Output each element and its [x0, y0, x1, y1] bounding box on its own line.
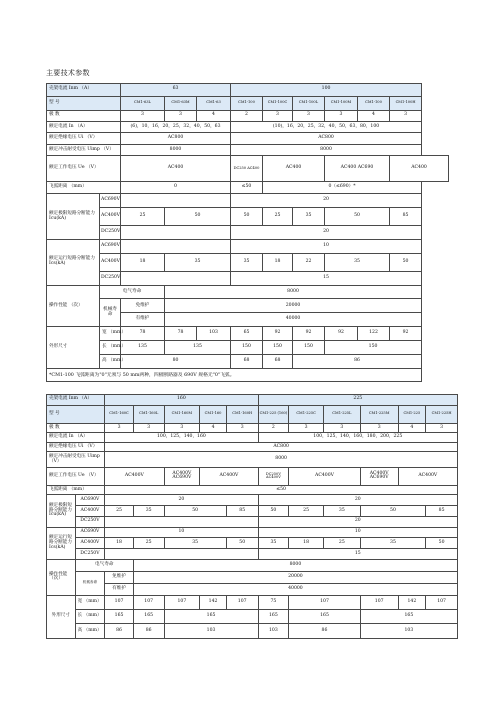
- model-cell: CM1-100: [231, 96, 263, 110]
- inm-160: 160: [105, 395, 258, 406]
- dim-cell: 142: [398, 595, 426, 609]
- ics-cell: 10: [231, 239, 422, 253]
- dim-cell: 107: [105, 595, 134, 609]
- dim-cell: 80: [121, 355, 231, 369]
- ui-value: AC800: [105, 442, 458, 452]
- maint-label: 有维护: [121, 313, 165, 327]
- dim-cell: 165: [360, 610, 457, 624]
- mech-life-label: 机械寿命: [75, 571, 105, 595]
- voltage-cell: AC690V: [75, 527, 105, 538]
- ue-cell: DC250 AC400: [231, 156, 263, 181]
- icu-label: 额定极限短路分断能力 Icu(kA): [47, 194, 100, 240]
- uimp-value: 8000: [105, 452, 458, 468]
- icu-cell: 25: [289, 506, 324, 517]
- icu-cell: 25: [263, 208, 293, 226]
- ue-label: 额定工作电压 Ue （V）: [47, 156, 121, 181]
- poles-label: 极 数: [47, 423, 105, 433]
- dim-cell: 92: [325, 327, 358, 341]
- dim-cell: 165: [289, 610, 361, 624]
- dim-cell: 86: [105, 624, 134, 639]
- model-cell: CM1-100C: [263, 96, 293, 110]
- dim-cell: 68: [263, 355, 293, 369]
- dim-cell: 135: [121, 341, 165, 355]
- ics-cell: 25: [133, 538, 164, 549]
- ics-cell: 10: [105, 527, 258, 538]
- voltage-cell: DC250V: [75, 549, 105, 560]
- icu-cell: 35: [133, 506, 164, 517]
- icu-cell: 50: [231, 208, 263, 226]
- dim-height-label: 高 （mm）: [75, 624, 105, 639]
- model-cell: CM1-100: [358, 96, 390, 110]
- ics-cell: [121, 271, 231, 285]
- poles-cell: 3: [323, 423, 360, 433]
- ics-cell: 35: [258, 538, 289, 549]
- poles-cell: 3: [426, 423, 458, 433]
- inm-label: 壳架电流 Inm （A）: [47, 84, 121, 97]
- dim-cell: 107: [360, 595, 398, 609]
- icu-cell: 20: [258, 516, 457, 527]
- ics-cell: 22: [293, 253, 325, 271]
- dim-label: 外形尺寸: [47, 327, 100, 369]
- page-title: 主要技术参数: [46, 69, 90, 77]
- ics-cell: [121, 239, 231, 253]
- maint-value: 40000: [133, 583, 457, 595]
- icu-cell: 25: [105, 506, 134, 517]
- dim-cell: 92: [390, 327, 422, 341]
- ui-63: AC800: [121, 133, 231, 144]
- dim-cell: 165: [164, 610, 258, 624]
- ics-cell: 10: [258, 527, 457, 538]
- dim-cell: 86: [289, 624, 361, 639]
- dim-cell: 107: [426, 595, 458, 609]
- poles-cell: 4: [200, 423, 227, 433]
- dim-cell: 150: [263, 341, 293, 355]
- ue-cell: AC400: [390, 156, 449, 181]
- icu-cell: 35: [323, 506, 360, 517]
- ics-cell: 18: [121, 253, 165, 271]
- model-cell: CM1-160L: [133, 405, 164, 423]
- elec-life-value: 8000: [165, 285, 422, 299]
- ics-cell: 35: [325, 253, 390, 271]
- arc-cell: 0: [121, 181, 231, 194]
- poles-cell: 4: [358, 110, 390, 121]
- icu-cell: [121, 225, 231, 239]
- dim-cell: 86: [133, 624, 164, 639]
- in-225: 100，125，140，160，180，200，225: [258, 433, 457, 443]
- ics-cell: [105, 549, 258, 560]
- poles-cell: 2: [231, 110, 263, 121]
- dim-cell: 150: [325, 341, 422, 355]
- icu-cell: 35: [293, 208, 325, 226]
- icu-cell: 85: [226, 506, 258, 517]
- dim-width-label: 宽 （mm）: [100, 327, 121, 341]
- voltage-cell: AC400V: [100, 208, 121, 226]
- ue-label: 额定工作电压 Ue （V）: [47, 467, 105, 485]
- inm-225: 225: [258, 395, 457, 406]
- in-label: 额定电流 In （A）: [47, 122, 121, 133]
- icu-cell: 50: [325, 208, 390, 226]
- poles-cell: 2: [258, 423, 289, 433]
- voltage-cell: DC250V: [100, 225, 121, 239]
- model-cell: CM1-225L: [323, 405, 360, 423]
- poles-label: 极 数: [47, 110, 121, 121]
- dim-cell: 92: [263, 327, 293, 341]
- dim-height-label: 高 （mm）: [100, 355, 121, 369]
- ue-cell: AC400 AC690: [325, 156, 390, 181]
- mech-life-label: 机械寿命: [100, 299, 121, 327]
- model-label: 型 号: [47, 405, 105, 423]
- ue-cell: AC400V: [200, 467, 258, 485]
- ue-cell: AC400: [121, 156, 231, 181]
- icu-cell: 50: [164, 506, 226, 517]
- dim-cell: 75: [258, 595, 289, 609]
- arc-cell: 0（≤690）*: [263, 181, 422, 194]
- spec-table-63-100: [46, 83, 449, 382]
- model-label: 型 号: [47, 96, 121, 110]
- model-cell: CM1-160C: [105, 405, 134, 423]
- footnote: *CM1-100 飞弧距离为"0"无须与 50 mm两种，四极断路器及 690V 规格无"0"飞弧。: [47, 369, 422, 382]
- poles-cell: 3: [289, 423, 324, 433]
- icu-cell: 50: [165, 208, 231, 226]
- model-cell: CM1-160H: [226, 405, 258, 423]
- uimp-label: 额定冲击耐受电压 Uimp （V）: [47, 452, 105, 468]
- perf-label: 操作性能 （次）: [47, 285, 100, 327]
- ics-cell: 18: [105, 538, 134, 549]
- ics-cell: 50: [390, 253, 422, 271]
- ics-label: 额定运行短路分断能力 Ics(kA): [47, 239, 100, 285]
- model-cell: CM1-63L: [121, 96, 165, 110]
- ue-cell: AC400V AC690V: [360, 467, 398, 485]
- icu-cell: 20: [105, 495, 258, 506]
- voltage-cell: AC400V: [75, 538, 105, 549]
- ics-cell: 15: [258, 549, 457, 560]
- voltage-cell: AC690V: [100, 194, 121, 208]
- uimp-100: 8000: [231, 144, 422, 155]
- ue-cell: AC400V: [105, 467, 164, 485]
- icu-cell: 50: [360, 506, 425, 517]
- icu-label: 额定极限短路分断能力 Icu(kA): [47, 495, 76, 527]
- ics-cell: 50: [426, 538, 458, 549]
- dim-cell: 92: [293, 327, 325, 341]
- icu-cell: 85: [426, 506, 458, 517]
- poles-cell: 3: [121, 110, 165, 121]
- poles-cell: 3: [390, 110, 422, 121]
- model-cell: CM1-63: [197, 96, 231, 110]
- in-label: 额定电流 In （A）: [47, 433, 105, 443]
- ue-cell: AC400V AC690V: [164, 467, 200, 485]
- inm-63: 63: [121, 84, 231, 97]
- dim-cell: 165: [133, 610, 164, 624]
- elec-life-value: 8000: [133, 559, 457, 571]
- no-maint-label: 免维护: [105, 571, 134, 583]
- dim-cell: 135: [165, 341, 231, 355]
- inm-label: 壳架电流 Inm （A）: [47, 395, 105, 406]
- poles-cell: 3: [325, 110, 358, 121]
- poles-cell: 3: [164, 423, 200, 433]
- icu-cell: 50: [258, 506, 289, 517]
- voltage-cell: AC690V: [75, 495, 105, 506]
- model-cell: CM1-160M: [164, 405, 200, 423]
- icu-cell: 85: [390, 208, 422, 226]
- dim-cell: 165: [105, 610, 134, 624]
- ui-label: 额定绝缘电压 Ui （V）: [47, 133, 121, 144]
- maint-value: 40000: [165, 313, 422, 327]
- dim-cell: 122: [358, 327, 390, 341]
- ics-cell: 15: [231, 271, 422, 285]
- dim-cell: 150: [293, 341, 325, 355]
- ics-label: 额定运行短路分断能力 Ics(kA): [47, 527, 76, 559]
- icu-cell: [121, 194, 231, 208]
- ics-cell: 35: [231, 253, 263, 271]
- model-cell: CM1-225: [398, 405, 426, 423]
- dim-cell: 103: [197, 327, 231, 341]
- ics-cell: 25: [323, 538, 360, 549]
- model-cell: CM1-225 (160): [258, 405, 289, 423]
- dim-cell: 86: [293, 355, 422, 369]
- in-100: (10)，16，20，25，32，40，50，63，80，100: [231, 122, 422, 133]
- model-cell: CM1-225H: [426, 405, 458, 423]
- ics-cell: 35: [164, 538, 226, 549]
- dim-cell: 78: [121, 327, 165, 341]
- icu-cell: 20: [258, 495, 457, 506]
- perf-label: 操作性能（次）: [47, 559, 76, 595]
- voltage-cell: AC400V: [100, 253, 121, 271]
- dim-cell: 107: [289, 595, 361, 609]
- dim-length-label: 长 （mm）: [75, 610, 105, 624]
- model-cell: CM1-100L: [293, 96, 325, 110]
- spec-table-160-225: [46, 394, 458, 639]
- ue-cell: AC400V: [289, 467, 361, 485]
- elec-life-label: 电气寿命: [75, 559, 133, 571]
- voltage-cell: DC250V: [75, 516, 105, 527]
- arc-cell: ≤50: [231, 181, 263, 194]
- icu-cell: 25: [121, 208, 165, 226]
- dim-cell: 107: [133, 595, 164, 609]
- uimp-63: 8000: [121, 144, 231, 155]
- dim-cell: 165: [258, 610, 289, 624]
- no-maint-value: 20000: [133, 571, 457, 583]
- arc-value: ≤50: [105, 485, 458, 495]
- icu-cell: 20: [231, 225, 422, 239]
- poles-cell: 3: [263, 110, 293, 121]
- ics-cell: 50: [226, 538, 258, 549]
- voltage-cell: AC400V: [75, 506, 105, 517]
- dim-width-label: 宽 （mm）: [75, 595, 105, 609]
- ue-cell: AC400: [263, 156, 325, 181]
- voltage-cell: AC690V: [100, 239, 121, 253]
- in-63: (6)，10，16，20，25，32，40，50，63: [121, 122, 231, 133]
- dim-cell: 65: [231, 327, 263, 341]
- poles-cell: 4: [197, 110, 231, 121]
- elec-life-label: 电气寿命: [100, 285, 165, 299]
- ui-100: AC800: [231, 133, 422, 144]
- uimp-label: 额定冲击耐受电压 Uimp （V）: [47, 144, 121, 155]
- dim-cell: 107: [164, 595, 200, 609]
- poles-cell: 3: [165, 110, 197, 121]
- model-cell: CM1-63M: [165, 96, 197, 110]
- ics-cell: 35: [360, 538, 425, 549]
- model-cell: CM1-225C: [289, 405, 324, 423]
- dim-cell: 78: [165, 327, 197, 341]
- maint-label: 有维护: [105, 583, 134, 595]
- ics-cell: 35: [165, 253, 231, 271]
- dim-cell: 103: [360, 624, 457, 639]
- model-cell: CM1-160: [200, 405, 227, 423]
- dim-cell: 103: [258, 624, 289, 639]
- arc-label: 飞弧距离 （mm）: [47, 485, 105, 495]
- ui-label: 额定绝缘电压 Ui （V）: [47, 442, 105, 452]
- ue-cell: AC400V: [398, 467, 457, 485]
- arc-label: 飞弧距离 （mm）: [47, 181, 121, 194]
- ue-cell: DC250V AC400V: [258, 467, 289, 485]
- ics-cell: 18: [289, 538, 324, 549]
- dim-cell: 150: [231, 341, 263, 355]
- no-maint-label: 免维护: [121, 299, 165, 313]
- poles-cell: 4: [398, 423, 426, 433]
- model-cell: CM1-225M: [360, 405, 398, 423]
- dim-cell: 107: [226, 595, 258, 609]
- poles-cell: 3: [293, 110, 325, 121]
- model-cell: CM1-100H: [390, 96, 422, 110]
- model-cell: CM1-100M: [325, 96, 358, 110]
- poles-cell: 3: [226, 423, 258, 433]
- ics-cell: 18: [263, 253, 293, 271]
- dim-cell: 68: [231, 355, 263, 369]
- voltage-cell: DC250V: [100, 271, 121, 285]
- poles-cell: 3: [105, 423, 134, 433]
- dim-length-label: 长 （mm）: [100, 341, 121, 355]
- dim-label: 外形尺寸: [47, 595, 76, 638]
- poles-cell: 3: [360, 423, 398, 433]
- in-160: 100，125，140，160: [105, 433, 258, 443]
- icu-cell: 20: [231, 194, 422, 208]
- dim-cell: 142: [200, 595, 227, 609]
- no-maint-value: 20000: [165, 299, 422, 313]
- inm-100: 100: [231, 84, 422, 97]
- icu-cell: [105, 516, 258, 527]
- poles-cell: 3: [133, 423, 164, 433]
- dim-cell: 103: [164, 624, 258, 639]
